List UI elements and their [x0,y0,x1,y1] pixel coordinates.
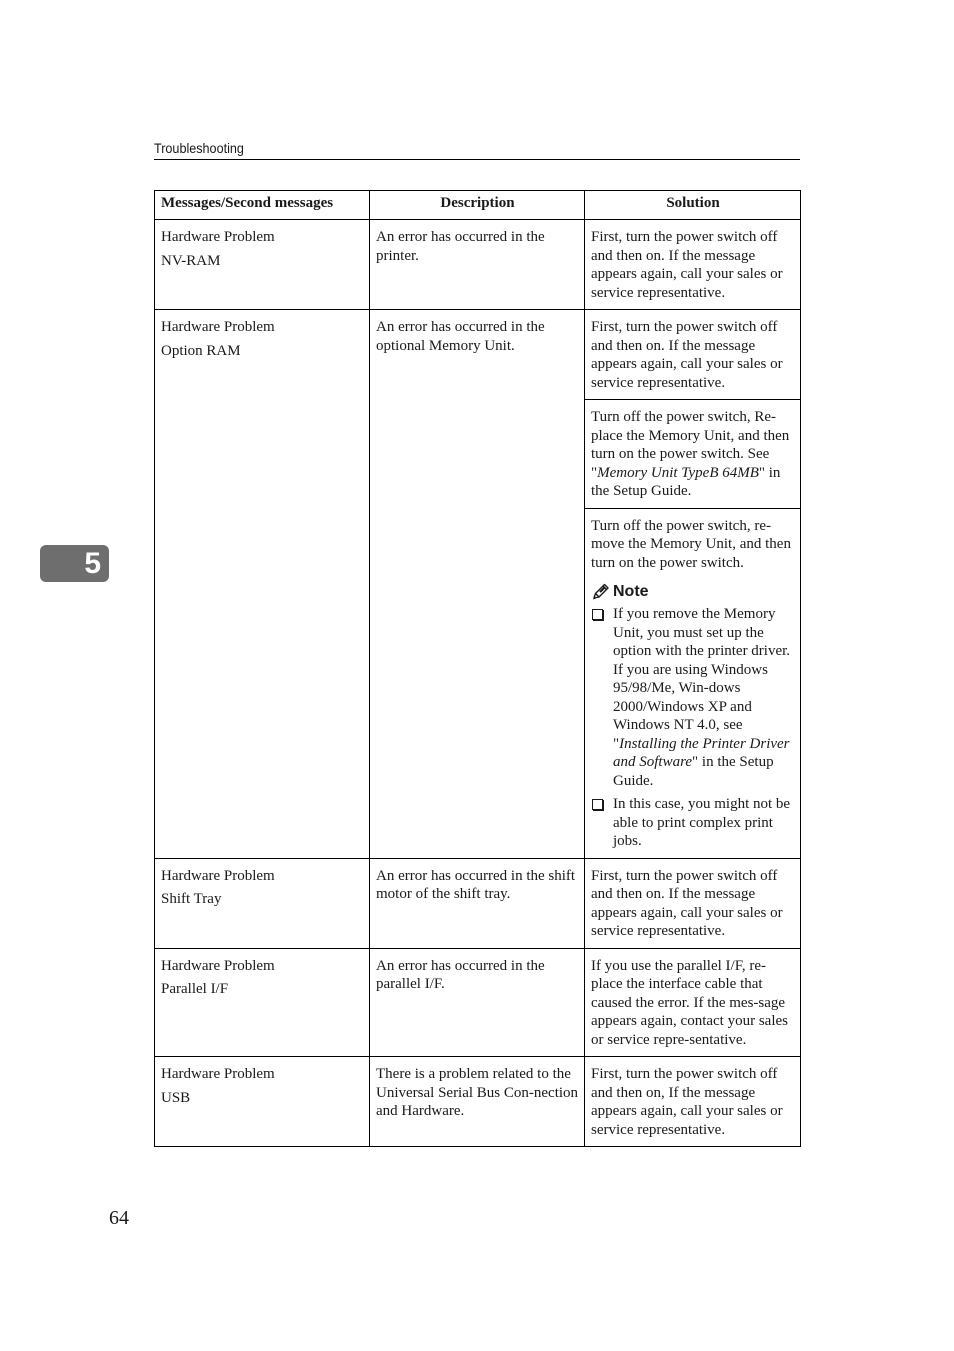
message-cell [155,220,370,310]
note-text: If you remove the Memory Unit, you must set up the option with the printer driver. If you are using Windows 95/98/Me, Win-dows 2000/Windows XP and Windows NT 4.0, see "Installing the Printer Driver and Software" in the Setup Guide. [613,606,791,789]
note-item [591,795,795,851]
note-heading [591,582,795,602]
second-message-text: USB [161,1089,191,1106]
second-message-text: Shift Tray [161,891,222,907]
running-header: Troubleshooting [154,140,244,156]
second-message-text: Option RAM [161,342,241,359]
second-message-text: NV-RAM [161,252,221,269]
description-cell: An error has occurred in the parallel I/F. [370,948,585,1057]
description-cell: An error has occurred in the shift motor of the shift tray. [370,858,585,948]
page-number: 64 [109,1207,129,1229]
solution-cell: First, turn the power switch off and then on. If the message appears again, call your sales or service representative. [585,220,801,310]
pencil-icon [591,583,610,601]
table-header-row [155,191,801,220]
column-header-messages: Messages/Second messages [155,191,370,220]
header-rule [154,159,800,160]
note-item [591,605,795,790]
message-text: Hardware Problem [161,957,275,974]
note-label: Note [613,583,649,600]
solution-text: Turn off the power switch, Re-place the Memory Unit, and then turn on the power switch. See " [591,409,790,481]
message-cell [155,1057,370,1147]
hardware-problem-table [154,190,801,1147]
solution-text: Turn off the power switch, re-move the Memory Unit, and then turn on the power switch. [591,517,791,571]
table-row [155,858,801,948]
message-cell [155,948,370,1057]
solution-cell: If you use the parallel I/F, re-place the interface cable that caused the error. If the mes-sage appears again, contact your sales or service repre-sentative. [585,948,801,1057]
solution-cell [585,508,801,858]
message-cell [155,310,370,859]
description-cell: An error has occurred in the optional Memory Unit. [370,310,585,859]
description-cell: There is a problem related to the Universal Serial Bus Con-nection and Hardware. [370,1057,585,1147]
description-cell: An error has occurred in the printer. [370,220,585,310]
column-header-description: Description [370,191,585,220]
solution-cell: First, turn the power switch off and then on. If the message appears again, call your sales or service representative. [585,858,801,948]
table-row [155,948,801,1057]
message-cell [155,858,370,948]
chapter-number: 5 [84,547,101,580]
table-row [155,310,801,400]
message-text: Hardware Problem [161,867,275,884]
note-text: In this case, you might not be able to print complex print jobs. [613,796,791,849]
setup-guide-reference: Memory Unit TypeB 64MB [597,464,759,481]
solution-cell [585,400,801,509]
solution-text: " in the Setup Guide. [591,464,781,499]
checkbox-bullet-icon [592,799,603,810]
message-text: Hardware Problem [161,1066,275,1082]
message-text: Hardware Problem [161,319,275,335]
setup-guide-reference: Installing the Printer Driver and Software [613,735,790,770]
message-text: Hardware Problem [161,229,275,245]
second-message-text: Parallel I/F [161,981,229,997]
table-row [155,220,801,310]
column-header-solution: Solution [585,191,801,220]
solution-cell: First, turn the power switch off and then on. If the message appears again, call your sales or service representative. [585,310,801,400]
checkbox-bullet-icon [592,609,603,620]
chapter-tab [40,545,109,582]
table-row [155,1057,801,1147]
solution-cell: First, turn the power switch off and then on, If the message appears again, call your sales or service representative. [585,1057,801,1147]
